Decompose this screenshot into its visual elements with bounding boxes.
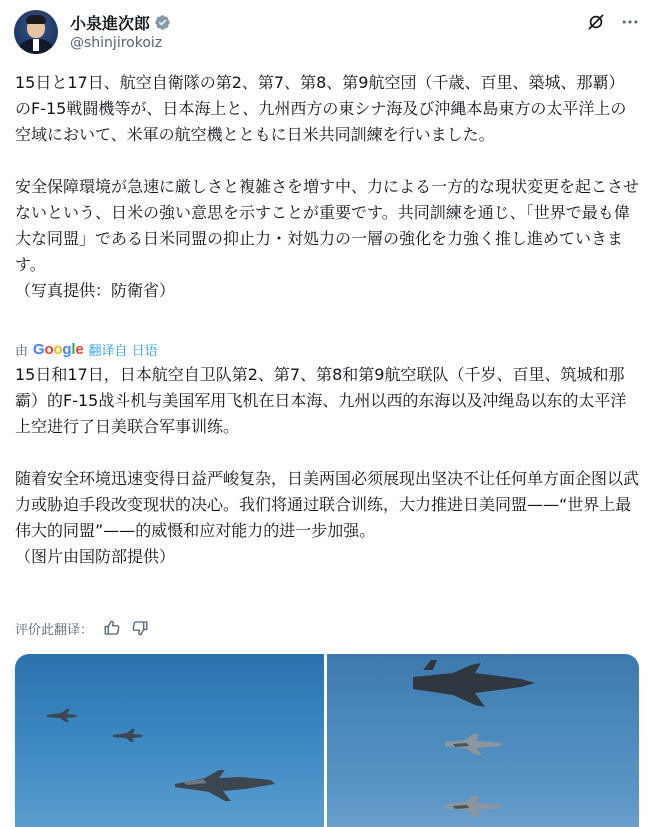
translated-by-label: 由 <box>15 343 29 359</box>
photo-aircraft-formation-right[interactable] <box>327 654 639 827</box>
verified-badge-icon <box>154 14 171 31</box>
rate-translation-label: 评价此翻译： <box>15 622 94 638</box>
name-row <box>70 11 171 33</box>
post-translated-text: 15日和17日，日本航空自卫队第2、第7、第8和第9航空联队（千岁、百里、筑城和那霸）的F-15战斗机与美国军用飞机在日本海、九州以西的东海以及冲绳岛以东的太平洋上空进行了日美联合军事训练。 随着安全环境迅速变得日益严峻复杂，日美两国必须展现出坚决不让任何单方面企图以武力或胁迫手段改变现状的决心。我们将通过联合训练，大力推进日美同盟——“世界上最伟大的同盟”——的威慑和应对能力的进一步加强。 （图片由国防部提供） <box>15 365 640 566</box>
thumbs-up-icon[interactable] <box>103 619 121 637</box>
thumbs-down-icon[interactable] <box>131 619 149 637</box>
avatar[interactable] <box>14 10 58 54</box>
rate-translation-row <box>15 617 149 639</box>
more-icon[interactable] <box>620 12 640 32</box>
post-original-text: 15日と17日、航空自衛隊の第2、第7、第8、第9航空団（千歳、百里、築城、那覇）のF-15戦闘機等が、日本海上と、九州西方の東シナ海及び沖縄本島東方の太平洋上の空域において、米軍の航空機とともに日米共同訓練を行いました。 安全保障環境が急速に厳しさと複雑さを増す中、力による一方的な現状変更を起こさせないという、日米の強い意思を示すことが重要です。共同訓練を通じ、「世界で最も偉大な同盟」である日米同盟の抑止力・対処力の一層の強化を力強く推し進めていきます。 （写真提供：防衛省） <box>15 73 640 300</box>
avatar-collar <box>33 39 39 51</box>
post-header <box>14 10 640 56</box>
display-name[interactable]: 小泉進次郎 <box>70 13 151 33</box>
grok-icon[interactable] <box>586 12 606 32</box>
user-handle[interactable]: @shinjirokoiz <box>70 35 163 51</box>
translation-source-row <box>15 339 158 359</box>
post-media <box>15 654 639 827</box>
google-logo: Google <box>33 340 84 358</box>
avatar-hair <box>26 15 46 24</box>
translated-from-link[interactable]: 翻译自 日语 <box>88 343 158 359</box>
header-actions <box>586 12 640 32</box>
photo-aircraft-formation-left[interactable] <box>15 654 324 827</box>
aircraft-silhouettes-left <box>15 654 324 827</box>
aircraft-silhouettes-right <box>327 654 639 827</box>
